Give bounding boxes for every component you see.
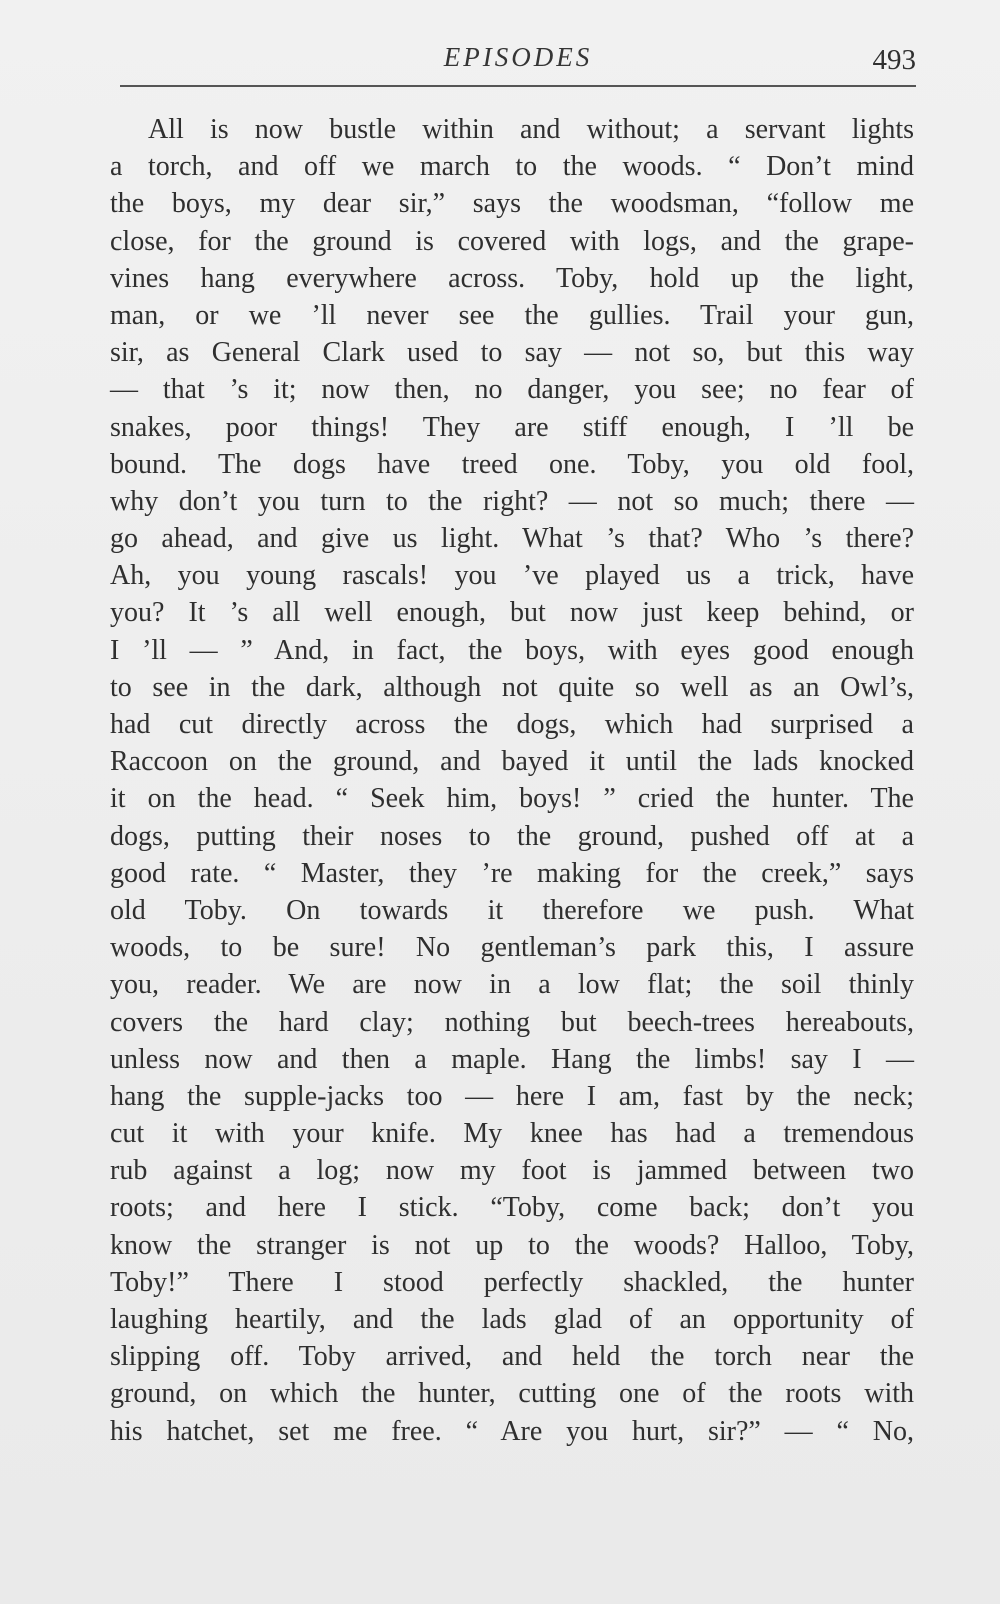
text-line: sir, as General Clark used to say — not so, but this way <box>110 337 914 369</box>
text-line: woods, to be sure! No gentleman’s park this, I assure <box>110 932 914 964</box>
text-line: close, for the ground is covered with logs, and the grape- <box>110 225 914 257</box>
text-line: man, or we ’ll never see the gullies. Trail your gun, <box>110 299 914 331</box>
text-line: you? It ’s all well enough, but now just keep behind, or <box>110 597 914 629</box>
running-title: EPISODES <box>443 42 593 72</box>
text-line: Ah, you young rascals! you ’ve played us a trick, have <box>110 560 914 592</box>
text-line: roots; and here I stick. “Toby, come back; don’t you <box>110 1192 914 1224</box>
text-line: vines hang everywhere across. Toby, hold up the light, <box>110 262 914 294</box>
text-line: a torch, and off we march to the woods. “ Don’t mind <box>110 151 914 183</box>
text-line: — that ’s it; now then, no danger, you see; no fear of <box>110 374 914 406</box>
text-line: Toby!” There I stood perfectly shackled, the hunter <box>110 1266 914 1298</box>
text-line: hang the supple-jacks too — here I am, fast by the neck; <box>110 1080 914 1112</box>
text-line: dogs, putting their noses to the ground, pushed off at a <box>110 820 914 852</box>
text-line: to see in the dark, although not quite so well as an Owl’s, <box>110 671 914 703</box>
text-line: All is now bustle within and without; a servant lights <box>148 114 914 145</box>
text-line: go ahead, and give us light. What ’s that? Who ’s there? <box>110 523 914 555</box>
text-line: ground, on which the hunter, cutting one of the roots with <box>110 1378 914 1410</box>
body-text <box>110 111 914 1450</box>
text-line: bound. The dogs have treed one. Toby, you old fool, <box>110 448 914 480</box>
text-line: good rate. “ Master, they ’re making for the creek,” says <box>110 857 914 889</box>
text-line: it on the head. “ Seek him, boys! ” cried the hunter. The <box>110 783 914 815</box>
text-line: covers the hard clay; nothing but beech-trees hereabouts, <box>110 1006 914 1038</box>
text-line: I ’ll — ” And, in fact, the boys, with eyes good enough <box>110 634 914 666</box>
text-line: old Toby. On towards it therefore we push. What <box>110 894 914 926</box>
text-line: cut it with your knife. My knee has had a tremendous <box>110 1118 914 1150</box>
page-number: 493 <box>872 44 916 76</box>
text-line: unless now and then a maple. Hang the limbs! say I — <box>110 1043 914 1075</box>
text-line: rub against a log; now my foot is jammed between two <box>110 1155 914 1187</box>
text-line: slipping off. Toby arrived, and held the torch near the <box>110 1341 914 1373</box>
text-line: the boys, my dear sir,” says the woodsman, “follow me <box>110 188 914 220</box>
text-line: laughing heartily, and the lads glad of an opportunity of <box>110 1304 914 1335</box>
running-head <box>120 38 916 78</box>
text-line: snakes, poor things! They are stiff enough, I ’ll be <box>110 411 914 443</box>
text-line: know the stranger is not up to the woods? Halloo, Toby, <box>110 1229 914 1261</box>
text-line: Raccoon on the ground, and bayed it until the lads knocked <box>110 746 914 778</box>
text-line: his hatchet, set me free. “ Are you hurt, sir?” — “ No, <box>110 1415 914 1447</box>
text-line: why don’t you turn to the right? — not so much; there — <box>110 485 914 517</box>
text-line: you, reader. We are now in a low flat; the soil thinly <box>110 969 914 1001</box>
header-rule <box>120 85 916 87</box>
text-line: had cut directly across the dogs, which had surprised a <box>110 709 914 740</box>
